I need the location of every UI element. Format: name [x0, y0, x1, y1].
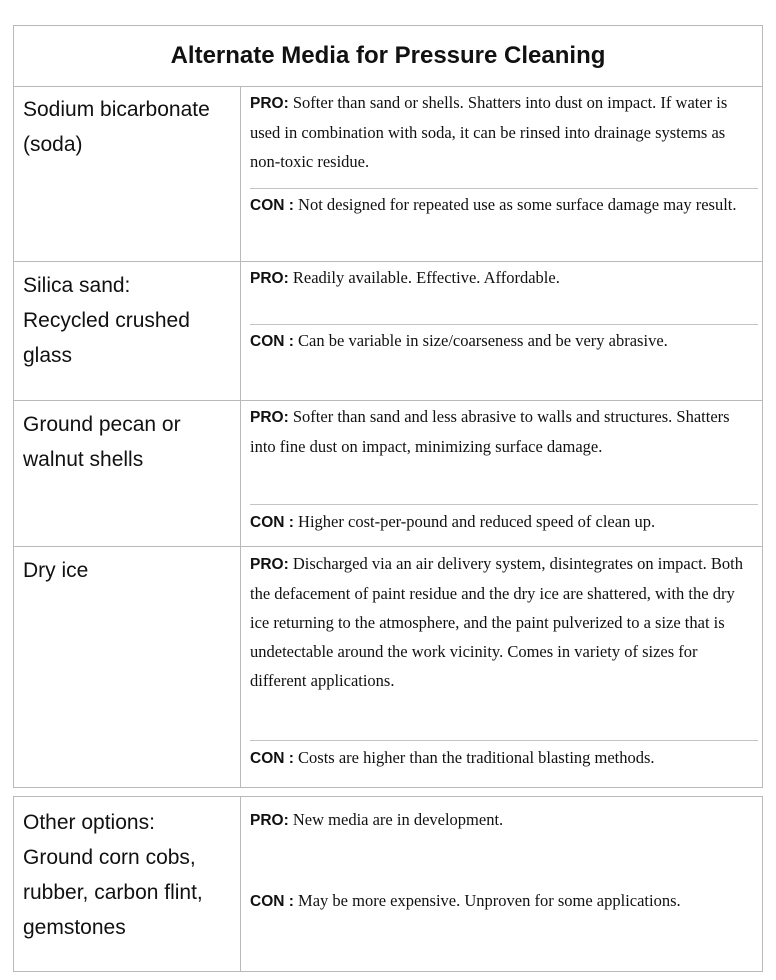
con-cell: [250, 886, 758, 916]
divider: [250, 188, 758, 189]
con-label: CON :: [250, 750, 294, 767]
pro-text: Discharged via an air delivery system, disintegrates on impact. Both the defacement of paint residue and the dry ice are shattered, with the dry ice returning to the atmosphere, and the paint pulverized to a size that is undetectable around the work vicinity. Comes in variety of sizes for different applications.: [250, 554, 743, 690]
pro-cell: [250, 263, 758, 293]
pro-text: Softer than sand and less abrasive to walls and structures. Shatters into fine dust on impact, minimizing surface damage.: [250, 407, 730, 456]
pro-cell: [250, 88, 758, 176]
media-name: Other options: Ground corn cobs, rubber, carbon flint, gemstones: [23, 811, 203, 939]
pro-cell: [250, 402, 758, 461]
pro-text: New media are in development.: [292, 810, 504, 829]
con-label: CON :: [250, 514, 294, 531]
pro-label: PRO:: [250, 812, 289, 829]
con-text: Can be variable in size/coarseness and be very abrasive.: [298, 331, 668, 350]
divider: [250, 740, 758, 741]
pro-label: PRO:: [250, 409, 289, 426]
media-name: Silica sand: Recycled crushed glass: [23, 274, 190, 367]
con-cell: [250, 190, 758, 220]
table-row: [14, 400, 762, 546]
divider: [250, 504, 758, 505]
con-cell: [250, 743, 762, 773]
pro-text: Readily available. Effective. Affordable.: [292, 268, 560, 287]
pro-label: PRO:: [250, 270, 289, 287]
con-cell: [250, 507, 758, 537]
pro-label: PRO:: [250, 95, 289, 112]
media-name: Dry ice: [23, 559, 89, 582]
pro-cell: [250, 549, 758, 695]
other-options-table: [13, 796, 763, 972]
con-label: CON :: [250, 333, 294, 350]
media-name: Sodium bicarbonate (soda): [23, 98, 210, 156]
media-name: Ground pecan or walnut shells: [23, 413, 181, 471]
con-cell: [250, 326, 758, 356]
con-text: May be more expensive. Unproven for some applications.: [298, 891, 681, 910]
main-table: [13, 25, 763, 788]
con-label: CON :: [250, 197, 294, 214]
divider: [250, 324, 758, 325]
table-row: [14, 546, 762, 787]
con-text: Not designed for repeated use as some surface damage may result.: [298, 195, 737, 214]
pro-cell: [250, 805, 758, 835]
pro-text: Softer than sand or shells. Shatters into dust on impact. If water is used in combination with soda, it can be rinsed into drainage systems as non-toxic residue.: [250, 93, 728, 171]
table-row: [14, 261, 762, 400]
table-title: Alternate Media for Pressure Cleaning: [14, 26, 762, 87]
table-row: [14, 86, 762, 261]
table-row: [14, 797, 762, 971]
con-label: CON :: [250, 893, 294, 910]
con-text: Higher cost-per-pound and reduced speed of clean up.: [298, 512, 656, 531]
pro-label: PRO:: [250, 556, 289, 573]
con-text: Costs are higher than the traditional blasting methods.: [298, 748, 655, 767]
